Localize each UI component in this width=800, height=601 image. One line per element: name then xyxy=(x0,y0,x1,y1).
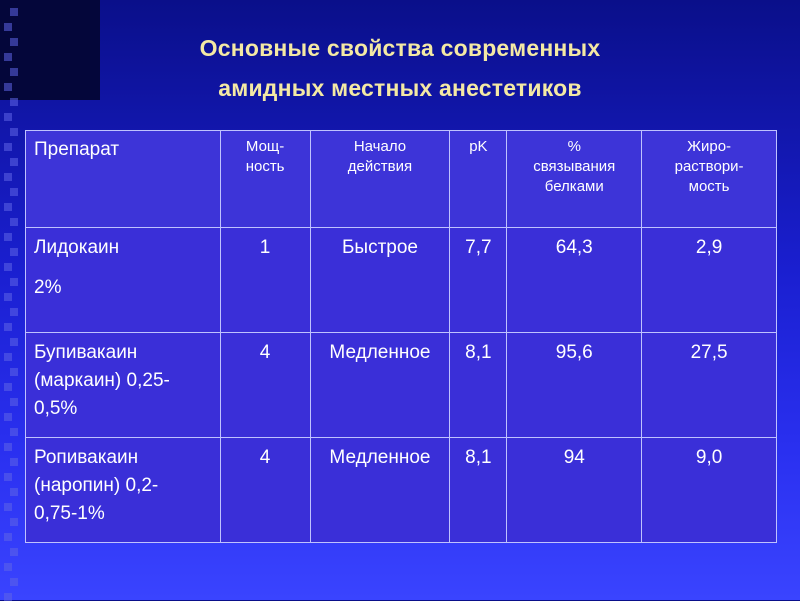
header-pk xyxy=(450,131,507,228)
dot-decoration xyxy=(4,383,12,391)
header-onset xyxy=(310,131,450,228)
dot-decoration xyxy=(4,563,12,571)
dot-decoration xyxy=(10,278,18,286)
dot-decoration xyxy=(10,68,18,76)
header-potency-line: ность xyxy=(245,158,285,175)
table-header-row xyxy=(26,131,777,228)
dot-decoration xyxy=(10,128,18,136)
dot-decoration xyxy=(10,578,18,586)
header-onset-line: Начало xyxy=(353,138,407,155)
cell-lipid: 27,5 xyxy=(642,333,777,438)
dot-decoration xyxy=(10,458,18,466)
dot-decoration xyxy=(4,23,12,31)
header-protein-line: % xyxy=(567,138,581,155)
table-row xyxy=(26,438,777,543)
header-lipid-line: мость xyxy=(688,178,730,195)
dot-decoration xyxy=(10,8,18,16)
header-potency xyxy=(220,131,310,228)
drug-line: (маркаин) 0,25- xyxy=(34,370,170,391)
dot-decoration xyxy=(4,443,12,451)
cell-protein: 95,6 xyxy=(507,333,642,438)
cell-drug xyxy=(26,438,221,543)
dot-decoration xyxy=(4,413,12,421)
dot-decoration xyxy=(4,353,12,361)
cell-onset: Медленное xyxy=(310,438,450,543)
table-row xyxy=(26,333,777,438)
slide-title xyxy=(150,28,650,108)
header-drug xyxy=(26,131,221,228)
side-dot-pattern xyxy=(0,0,24,600)
header-potency-line: Мощ- xyxy=(245,138,285,155)
dot-decoration xyxy=(10,518,18,526)
dot-decoration xyxy=(10,488,18,496)
cell-potency: 4 xyxy=(220,438,310,543)
dot-decoration xyxy=(4,173,12,181)
title-line-1: Основные свойства современных xyxy=(199,35,601,61)
cell-drug xyxy=(26,333,221,438)
header-lipid-line: раствори- xyxy=(674,158,744,175)
dot-decoration xyxy=(10,548,18,556)
dot-decoration xyxy=(10,398,18,406)
cell-pk: 8,1 xyxy=(450,438,507,543)
drug-line: 0,75-1% xyxy=(34,503,105,524)
header-protein-line: связывания xyxy=(533,158,616,175)
table-row xyxy=(26,228,777,333)
drug-line: (наропин) 0,2- xyxy=(34,475,159,496)
header-drug-line: Препарат xyxy=(34,139,120,160)
dot-decoration xyxy=(4,293,12,301)
dot-decoration xyxy=(4,323,12,331)
dot-decoration xyxy=(10,38,18,46)
cell-onset: Быстрое xyxy=(310,228,450,333)
drug-line: 2% xyxy=(34,277,62,298)
dot-decoration xyxy=(4,503,12,511)
drug-line: Лидокаин xyxy=(34,237,120,258)
dot-decoration xyxy=(10,428,18,436)
dot-decoration xyxy=(10,158,18,166)
cell-drug xyxy=(26,228,221,333)
cell-lipid: 2,9 xyxy=(642,228,777,333)
header-lipid-solubility xyxy=(642,131,777,228)
header-lipid-line: Жиро- xyxy=(687,138,732,155)
dot-decoration xyxy=(10,248,18,256)
dot-decoration xyxy=(10,338,18,346)
dot-decoration xyxy=(4,53,12,61)
cell-potency: 4 xyxy=(220,333,310,438)
dot-decoration xyxy=(10,98,18,106)
dot-decoration xyxy=(4,83,12,91)
title-line-2: амидных местных анестетиков xyxy=(218,75,582,101)
dot-decoration xyxy=(4,233,12,241)
dot-decoration xyxy=(4,473,12,481)
cell-protein: 64,3 xyxy=(507,228,642,333)
dot-decoration xyxy=(10,218,18,226)
anesthetics-table xyxy=(25,130,777,543)
cell-onset: Медленное xyxy=(310,333,450,438)
drug-line: Ропивакаин xyxy=(34,447,139,468)
cell-pk: 7,7 xyxy=(450,228,507,333)
drug-line: Бупивакаин xyxy=(34,342,138,363)
cell-potency: 1 xyxy=(220,228,310,333)
cell-lipid: 9,0 xyxy=(642,438,777,543)
drug-line: 0,5% xyxy=(34,398,78,419)
dot-decoration xyxy=(4,533,12,541)
dot-decoration xyxy=(10,188,18,196)
header-pk-line: pK xyxy=(469,138,488,155)
dot-decoration xyxy=(4,203,12,211)
dot-decoration xyxy=(4,263,12,271)
dot-decoration xyxy=(4,113,12,121)
header-protein-binding xyxy=(507,131,642,228)
dot-decoration xyxy=(10,308,18,316)
header-protein-line: белками xyxy=(544,178,604,195)
dot-decoration xyxy=(4,143,12,151)
cell-protein: 94 xyxy=(507,438,642,543)
header-onset-line: действия xyxy=(347,158,413,175)
dot-decoration xyxy=(10,368,18,376)
cell-pk: 8,1 xyxy=(450,333,507,438)
